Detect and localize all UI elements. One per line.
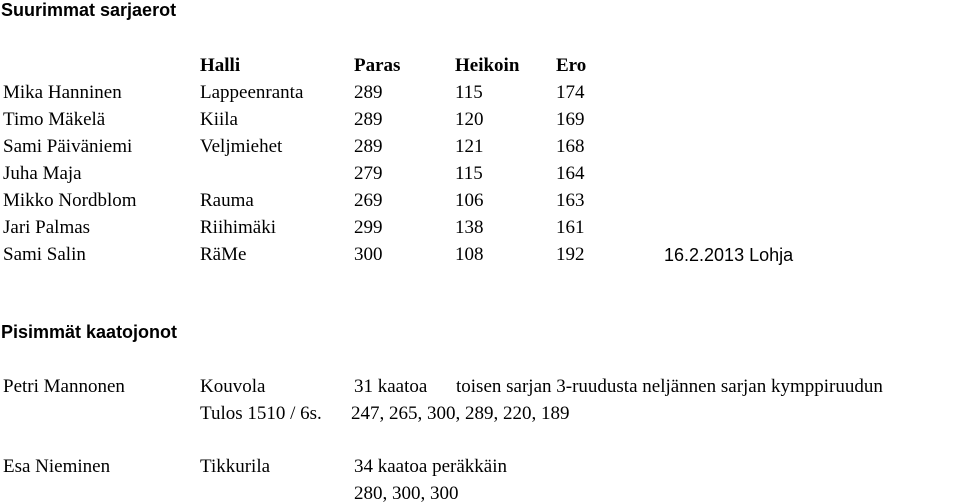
hall-name: RäMe xyxy=(200,244,247,265)
best-score: 279 xyxy=(354,163,383,184)
game-scores: 247, 265, 300, 289, 220, 189 xyxy=(351,403,570,424)
best-score: 289 xyxy=(354,136,383,157)
hall-name: Riihimäki xyxy=(200,217,276,238)
worst-score: 121 xyxy=(455,136,484,157)
game-scores: 280, 300, 300 xyxy=(354,483,459,504)
header-best: Paras xyxy=(354,55,401,76)
player-name: Juha Maja xyxy=(3,163,82,184)
difference: 164 xyxy=(556,163,585,184)
best-score: 289 xyxy=(354,109,383,130)
difference: 192 xyxy=(556,244,585,265)
best-score: 289 xyxy=(354,82,383,103)
worst-score: 108 xyxy=(455,244,484,265)
best-score: 300 xyxy=(354,244,383,265)
player-name: Mika Hanninen xyxy=(3,82,122,103)
difference: 161 xyxy=(556,217,585,238)
hall-name: Tikkurila xyxy=(200,456,271,477)
hall-name: Lappeenranta xyxy=(200,82,304,103)
hall-name: Kouvola xyxy=(200,376,266,397)
player-name: Mikko Nordblom xyxy=(3,190,137,211)
header-worst: Heikoin xyxy=(455,55,520,76)
result-total: Tulos 1510 / 6s. xyxy=(200,403,322,424)
best-score: 269 xyxy=(354,190,383,211)
player-name: Esa Nieminen xyxy=(3,456,111,477)
date-location-note: 16.2.2013 Lohja xyxy=(664,245,794,265)
header-diff: Ero xyxy=(556,55,587,76)
worst-score: 120 xyxy=(455,109,484,130)
player-name: Timo Mäkelä xyxy=(3,109,106,130)
worst-score: 115 xyxy=(455,163,483,184)
player-name: Jari Palmas xyxy=(3,217,91,238)
header-hall: Halli xyxy=(200,55,241,76)
strike-detail: toisen sarjan 3-ruudusta neljännen sarjan kymppiruudun xyxy=(456,376,883,397)
strike-count: 31 kaatoa xyxy=(354,376,428,397)
worst-score: 138 xyxy=(455,217,484,238)
player-name: Sami Salin xyxy=(3,244,86,265)
hall-name: Rauma xyxy=(200,190,254,211)
section-title-pisimmat-kaatojonot: Pisimmät kaatojonot xyxy=(1,322,178,342)
best-score: 299 xyxy=(354,217,383,238)
section-title-suurimmat-sarjaerot: Suurimmat sarjaerot xyxy=(1,0,177,20)
worst-score: 106 xyxy=(455,190,484,211)
difference: 163 xyxy=(556,190,585,211)
hall-name: Veljmiehet xyxy=(200,136,283,157)
player-name: Petri Mannonen xyxy=(3,376,125,397)
hall-name: Kiila xyxy=(200,109,238,130)
difference: 169 xyxy=(556,109,585,130)
strike-count: 34 kaatoa peräkkäin xyxy=(354,456,507,477)
difference: 168 xyxy=(556,136,585,157)
worst-score: 115 xyxy=(455,82,483,103)
difference: 174 xyxy=(556,82,585,103)
player-name: Sami Päiväniemi xyxy=(3,136,133,157)
